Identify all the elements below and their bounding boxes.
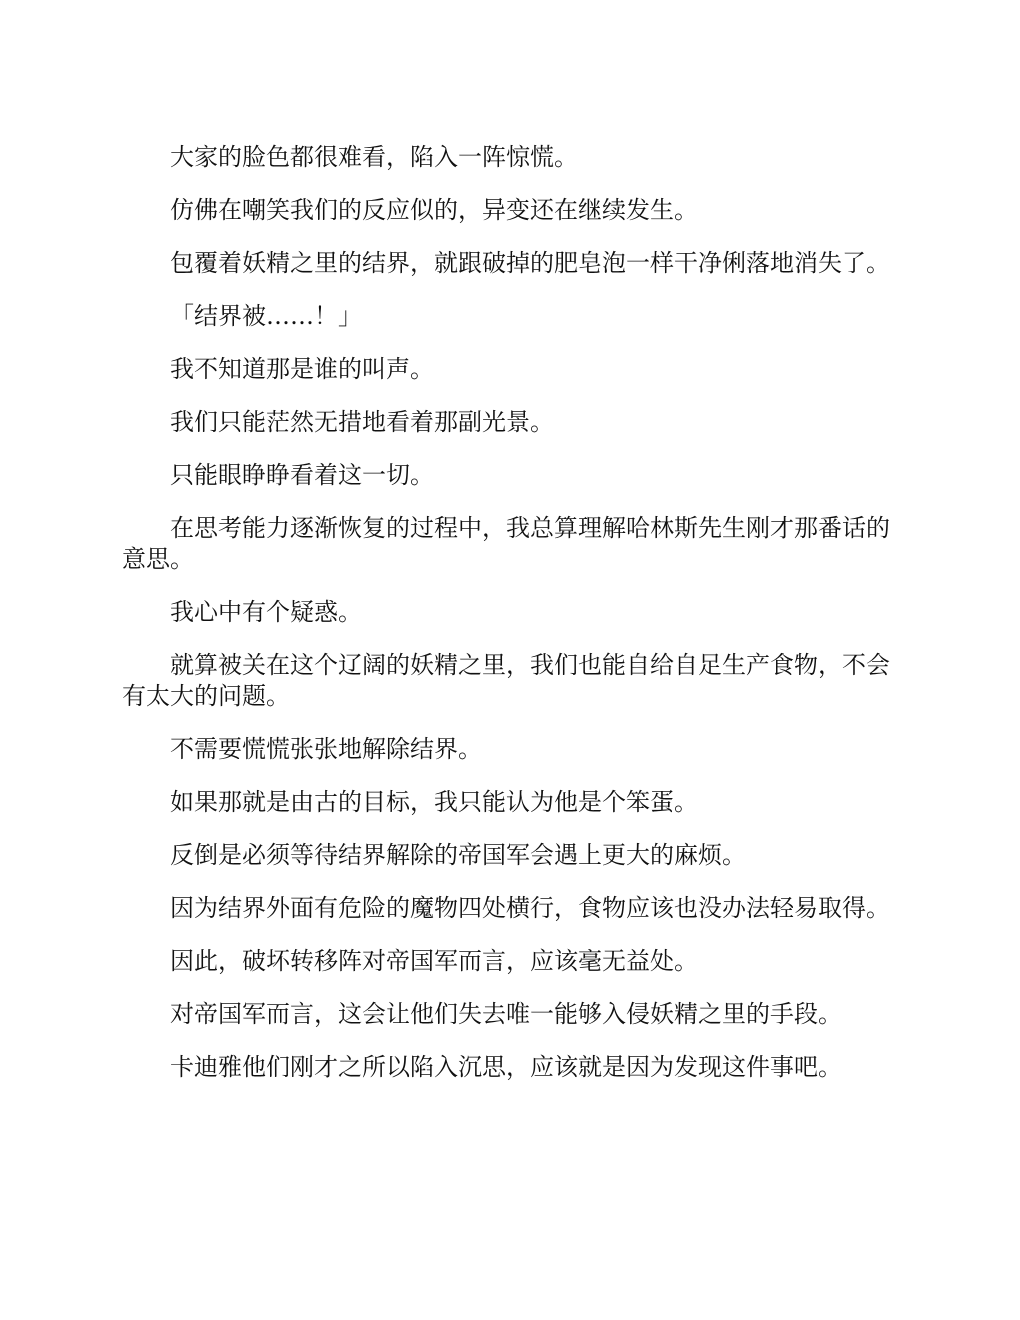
paragraph-7: 只能眼睁睁看着这一切。	[170, 461, 434, 489]
paragraph-11: 不需要慌慌张张地解除结界。	[170, 735, 482, 763]
paragraph-3: 包覆着妖精之里的结界，就跟破掉的肥皂泡一样干净俐落地消失了。	[170, 249, 890, 277]
paragraph-17: 卡迪雅他们刚才之所以陷入沉思，应该就是因为发现这件事吧。	[170, 1053, 842, 1081]
paragraph-5: 我不知道那是谁的叫声。	[170, 355, 434, 383]
paragraph-2: 仿佛在嘲笑我们的反应似的，异变还在继续发生。	[170, 196, 698, 224]
paragraph-4: 「结界被……！」	[170, 302, 362, 330]
paragraph-9: 我心中有个疑惑。	[170, 598, 362, 626]
paragraph-14: 因为结界外面有危险的魔物四处横行，食物应该也没办法轻易取得。	[170, 894, 890, 922]
paragraph-15: 因此，破坏转移阵对帝国军而言，应该毫无益处。	[170, 947, 698, 975]
paragraph-8: 在思考能力逐渐恢复的过程中，我总算理解哈林斯先生刚才那番话的意思。	[122, 514, 890, 573]
paragraph-12: 如果那就是由古的目标，我只能认为他是个笨蛋。	[170, 788, 698, 816]
paragraph-6: 我们只能茫然无措地看着那副光景。	[170, 408, 554, 436]
text-body	[122, 142, 898, 1105]
paragraph-10: 就算被关在这个辽阔的妖精之里，我们也能自给自足生产食物，不会有太大的问题。	[122, 651, 890, 710]
paragraph-13: 反倒是必须等待结界解除的帝国军会遇上更大的麻烦。	[170, 841, 746, 869]
paragraph-1: 大家的脸色都很难看，陷入一阵惊慌。	[170, 143, 578, 171]
paragraph-16: 对帝国军而言，这会让他们失去唯一能够入侵妖精之里的手段。	[170, 1000, 842, 1028]
